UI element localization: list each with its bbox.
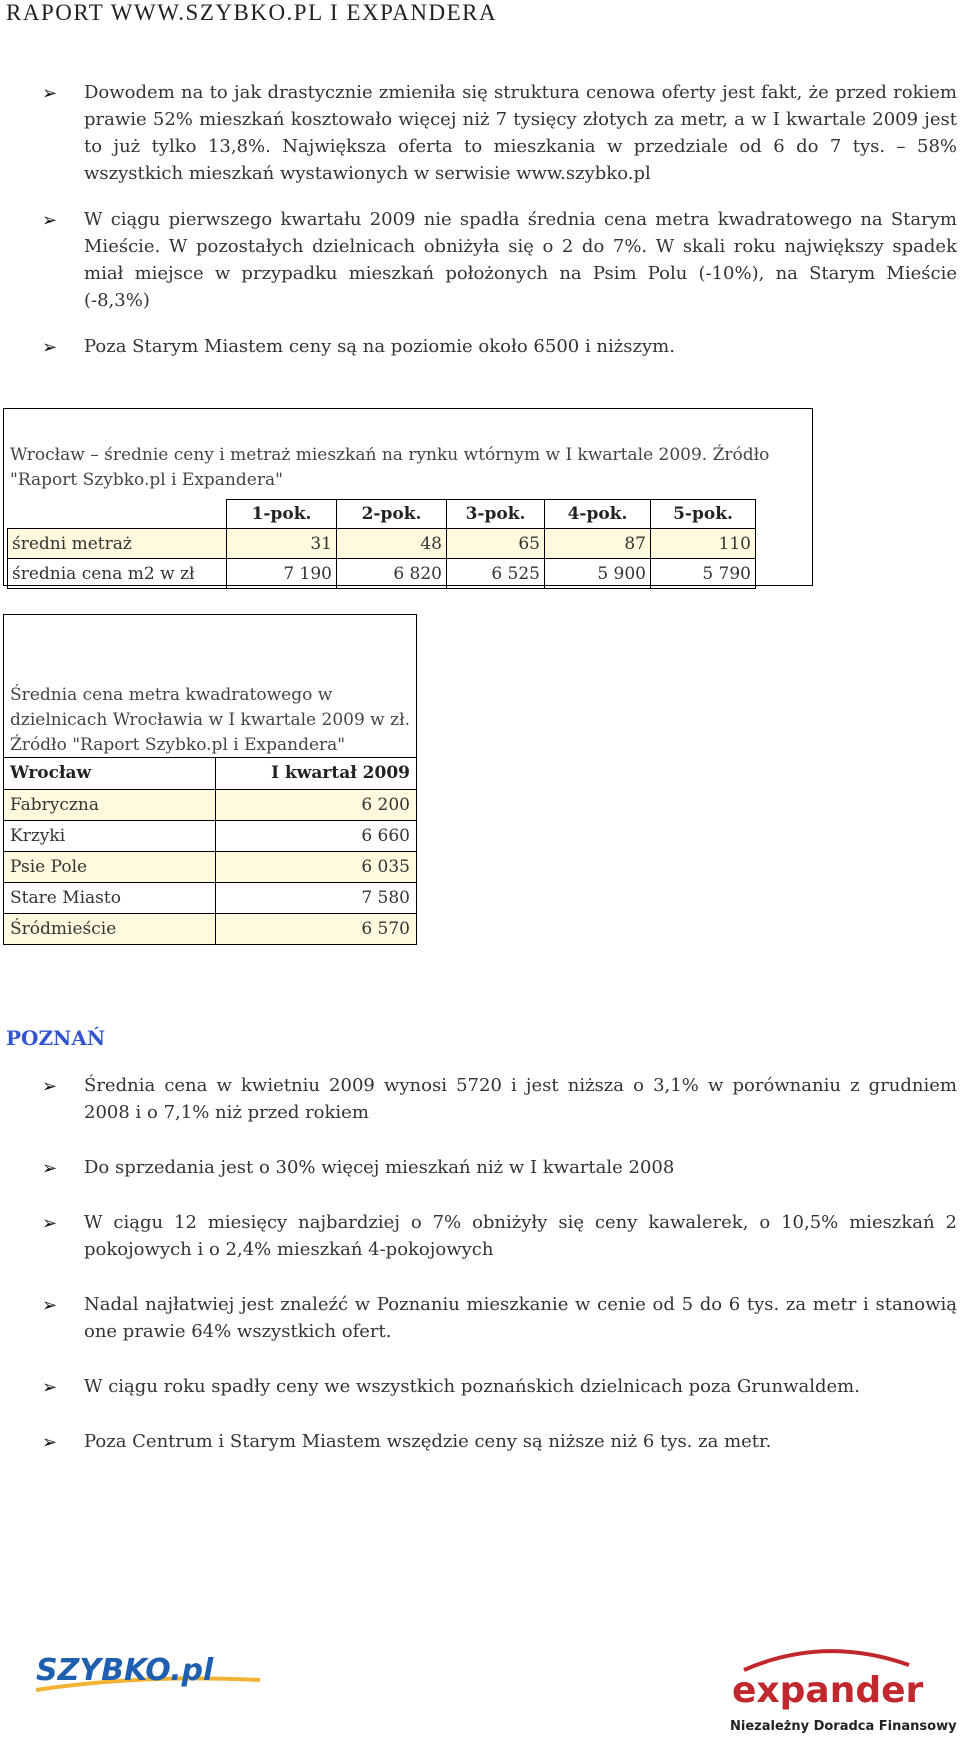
table-caption: Wrocław – średnie ceny i metraż mieszkań na rynku wtórnym w I kwartale 2009. Źródło "Raport Szybko.pl i Expandera" [10,445,770,490]
wroclaw-bullet-list [42,79,957,379]
list-item: ➢ Nadal najłatwiej jest znaleźć w Poznaniu mieszkanie w cenie od 5 do 6 tys. za metr i stanowią one prawie 64% wszystkich ofert. [42,1294,957,1342]
section-title: POZNAŃ [6,1026,106,1050]
svg-text:Niezależny Doradca Finansowy: Niezależny Doradca Finansowy [730,1719,957,1734]
arrow-bullet-icon: ➢ [42,1213,58,1234]
arrow-bullet-icon: ➢ [42,83,58,104]
arrow-bullet-icon: ➢ [42,337,58,358]
list-item: ➢ W ciągu roku spadły ceny we wszystkich poznańskich dzielnicach poza Grunwaldem. [42,1373,957,1400]
page-header: RAPORT WWW.SZYBKO.PL I EXPANDERA [6,0,498,25]
table-header-row [4,758,417,789]
district-price-table [3,758,417,945]
district-price: 7 580 [215,882,416,913]
list-item: ➢ Średnia cena w kwietniu 2009 wynosi 5720 i jest niższa o 3,1% w porównaniu z grudniem 2008 i o 7,1% niż przed rokiem [42,1075,957,1123]
column-header: 3-pok. [447,500,545,529]
arrow-bullet-icon: ➢ [42,1295,58,1316]
list-item: ➢ Do sprzedania jest o 30% więcej mieszkań niż w I kwartale 2008 [42,1154,957,1181]
table-cell: 6 820 [337,559,447,589]
column-header: 2-pok. [337,500,447,529]
district-price: 6 200 [215,789,416,820]
svg-text:expander: expander [732,1670,924,1711]
table-cell: 5 790 [651,559,756,589]
arrow-bullet-icon: ➢ [42,1377,58,1398]
column-header: 1-pok. [227,500,337,529]
table-cell: 48 [337,529,447,559]
district-price: 6 660 [215,820,416,851]
column-header: Wrocław [4,758,216,789]
arrow-bullet-icon: ➢ [42,1158,58,1179]
table-row [8,529,756,559]
district-price: 6 570 [215,913,416,944]
arrow-bullet-icon: ➢ [42,1432,58,1453]
district-name: Krzyki [4,820,216,851]
price-size-table [7,499,756,589]
district-name: Fabryczna [4,789,216,820]
table-cell: 110 [651,529,756,559]
arrow-bullet-icon: ➢ [42,1076,58,1097]
district-name: Śródmieście [4,913,216,944]
table-cell: 31 [227,529,337,559]
district-price: 6 035 [215,851,416,882]
column-header: I kwartał 2009 [215,758,416,789]
svg-text:SZYBKO.pl: SZYBKO.pl [36,1653,214,1688]
list-item: ➢ Dowodem na to jak drastycznie zmieniła się struktura cenowa oferty jest fakt, że przed rokiem prawie 52% mieszkań kosztowało więcej niż 7 tysięcy złotych za metr, a w I kwartale 2009 jest to już tylko 13,8%. Największa oferta to mieszkania w przedziale od 6 do 7 tys. – 58% wszystkich mieszkań wystawionych w serwisie www.szybko.pl [42,82,957,184]
table-row [4,913,417,944]
table-cell: 65 [447,529,545,559]
district-name: Psie Pole [4,851,216,882]
table-row [4,789,417,820]
list-item: ➢ Poza Starym Miastem ceny są na poziomie około 6500 i niższym. [42,333,957,360]
table-row [4,820,417,851]
poznan-bullet-list [42,1072,957,1483]
table-row [4,851,417,882]
table-cell: 5 900 [545,559,651,589]
expander-logo [724,1640,957,1738]
column-header: 5-pok. [651,500,756,529]
table-caption: Średnia cena metra kwadratowego w dzielnicach Wrocławia w I kwartale 2009 w zł. Źródło "Raport Szybko.pl i Expandera" [10,685,411,755]
district-name: Stare Miasto [4,882,216,913]
szybko-logo [32,1644,262,1704]
list-item: ➢ W ciągu 12 miesięcy najbardziej o 7% obniżyły się ceny kawalerek, o 10,5% mieszkań 2 pokojowych i o 2,4% mieszkań 4-pokojowych [42,1212,957,1260]
table-cell: 7 190 [227,559,337,589]
list-item: ➢ Poza Centrum i Starym Miastem wszędzie ceny są niższe niż 6 tys. za metr. [42,1428,957,1455]
row-label: średni metraż [8,529,227,559]
row-label: średnia cena m2 w zł [8,559,227,589]
table-cell: 87 [545,529,651,559]
table-header-row [8,500,756,529]
table-row [8,559,756,589]
column-header: 4-pok. [545,500,651,529]
price-size-table-frame [3,408,813,586]
arrow-bullet-icon: ➢ [42,210,58,231]
table-cell: 6 525 [447,559,545,589]
table-row [4,882,417,913]
list-item: ➢ W ciągu pierwszego kwartału 2009 nie spadła średnia cena metra kwadratowego na Starym Mieście. W pozostałych dzielnicach obniżyła się o 2 do 7%. W skali roku największy spadek miał miejsce w przypadku mieszkań położonych na Psim Polu (-10%), na Starym Mieście (-8,3%) [42,209,957,311]
district-table-frame [3,614,417,758]
